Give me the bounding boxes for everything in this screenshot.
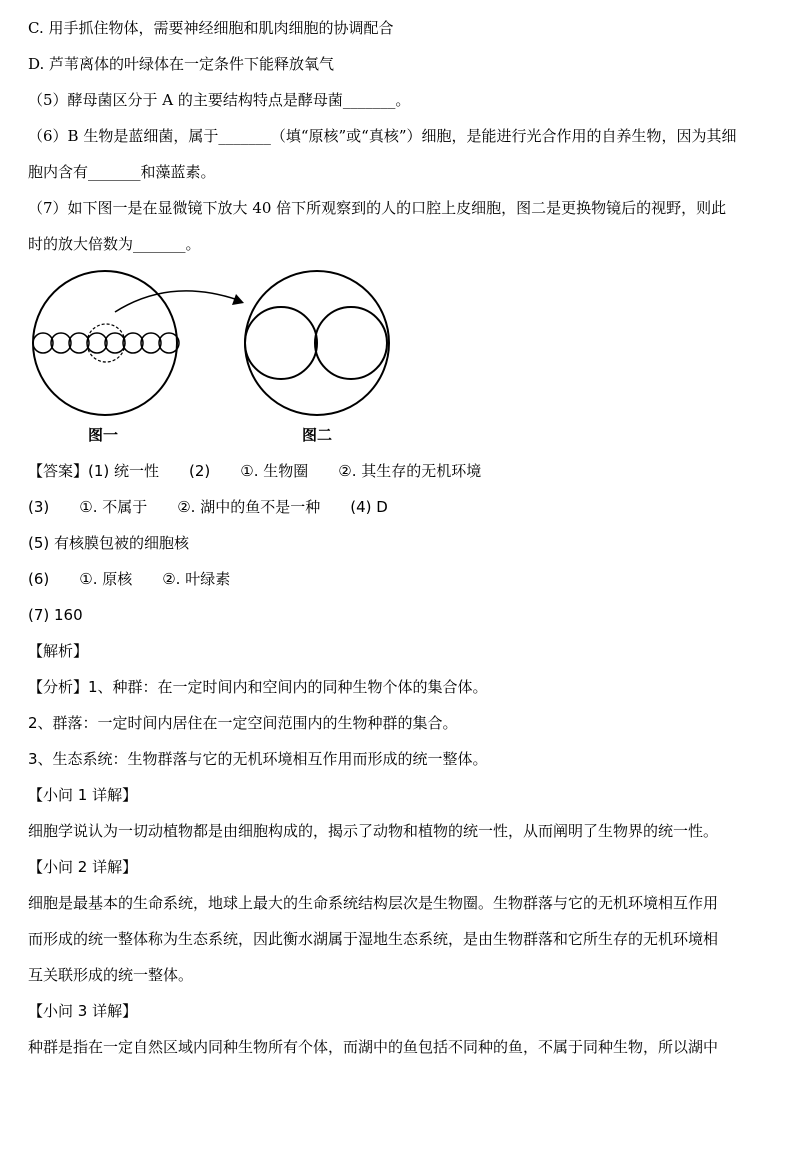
- question-6-line2: 胞内含有_______和藻蓝素。: [28, 163, 216, 181]
- answer-line-2: (3) ①. 不属于 ②. 湖中的鱼不是一种 (4) D: [28, 498, 388, 516]
- question-7-line1: （7）如下图一是在显微镜下放大 40 倍下所观察到的人的口腔上皮细胞，图二是更换物镜后的视野，则此: [28, 199, 727, 217]
- magnified-cell-left: [245, 307, 317, 379]
- subquestion-2-heading: 【小问 2 详解】: [28, 858, 138, 876]
- figure-1-caption: 图一: [88, 426, 119, 444]
- microscope-figure: [20, 262, 400, 452]
- answer-line-5: (7) 160: [28, 606, 83, 624]
- magnified-cell-right: [315, 307, 387, 379]
- arrow-head: [232, 294, 244, 305]
- analysis-line-3: 3、生态系统：生物群落与它的无机环境相互作用而形成的统一整体。: [28, 750, 488, 768]
- answer-line-3: (5) 有核膜包被的细胞核: [28, 534, 190, 552]
- cell-row: [33, 333, 179, 353]
- question-6-line1: （6）B 生物是蓝细菌，属于_______（填“原核”或“真核”）细胞，是能进行光合作用的自养生物，因为其细: [28, 127, 737, 145]
- subquestion-2-text-1: 细胞是最基本的生命系统，地球上最大的生命系统结构层次是生物圈。生物群落与它的无机环境相互作用: [28, 894, 719, 912]
- subquestion-1-text: 细胞学说认为一切动植物都是由细胞构成的，揭示了动物和植物的统一性，从而阐明了生物界的统一性。: [28, 822, 719, 840]
- option-d: D. 芦苇离体的叶绿体在一定条件下能释放氧气: [28, 55, 335, 73]
- selected-region-dashed: [87, 324, 125, 362]
- microscope-diagram: [20, 262, 400, 452]
- subquestion-2-text-2: 而形成的统一整体称为生态系统，因此衡水湖属于湿地生态系统，是由生物群落和它所生存的无机环境相: [28, 930, 719, 948]
- analysis-line-1: 【分析】1、种群：在一定时间内和空间内的同种生物个体的集合体。: [28, 678, 488, 696]
- question-7-line2: 时的放大倍数为_______。: [28, 235, 201, 253]
- subquestion-3-heading: 【小问 3 详解】: [28, 1002, 138, 1020]
- subquestion-1-heading: 【小问 1 详解】: [28, 786, 138, 804]
- analysis-line-2: 2、群落：一定时间内居住在一定空间范围内的生物种群的集合。: [28, 714, 458, 732]
- subquestion-3-text: 种群是指在一定自然区域内同种生物所有个体，而湖中的鱼包括不同种的鱼，不属于同种生物，所以湖中: [28, 1038, 719, 1056]
- arrow-curve: [115, 291, 238, 312]
- figure-2-caption: 图二: [302, 426, 333, 444]
- subquestion-2-text-3: 互关联形成的统一整体。: [28, 966, 194, 984]
- analysis-heading: 【解析】: [28, 642, 89, 660]
- question-5: （5）酵母菌区分于 A 的主要结构特点是酵母菌_______。: [28, 91, 411, 109]
- option-c: C. 用手抓住物体，需要神经细胞和肌肉细胞的协调配合: [28, 19, 394, 37]
- answer-line-1: 【答案】(1) 统一性 (2) ①. 生物圈 ②. 其生存的无机环境: [28, 462, 482, 480]
- answer-line-4: (6) ①. 原核 ②. 叶绿素: [28, 570, 231, 588]
